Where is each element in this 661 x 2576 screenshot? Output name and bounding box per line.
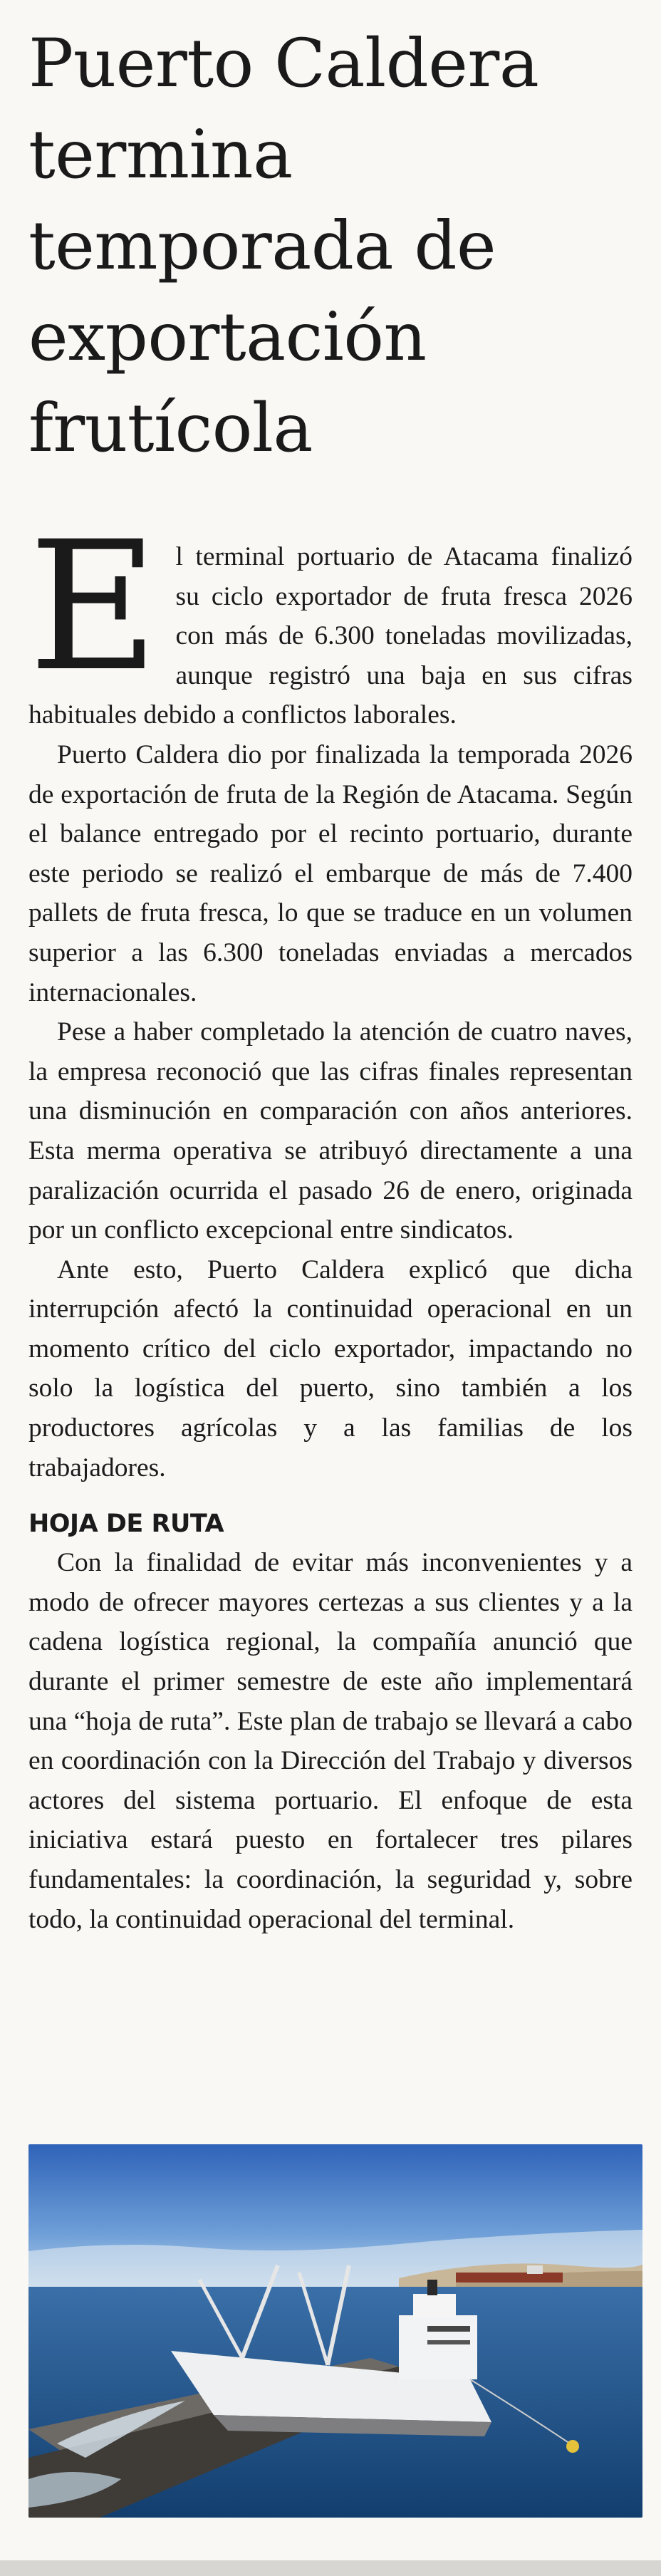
paragraph-1: Puerto Caldera dio por finalizada la temporada 2026 de exportación de fruta de la Región de Atacama. Según el balance entregado por el recinto portuario, durante este periodo se realizó el embarque de más de 7.400 pallets de fruta fresca, lo que se traduce en un volumen superior a las 6.300 toneladas enviadas a mercados internacionales. [28,739,633,1007]
paragraph-4: Con la finalidad de evitar más inconvenientes y a modo de ofrecer mayores certezas a sus clientes y a la cadena logística regional, la compañía anunció que durante el primer semestre de este año implementará una “hoja de ruta”. Este plan de trabajo se llevará a cabo en coordinación con la Dirección del Trabajo y diversos actores del sistema portuario. El enfoque de esta iniciativa estará puesto en fortalecer tres pilares fundamentales: la coordinación, la seguridad y, sobre todo, la continuidad operacional del terminal. [28,1548,633,1934]
article-body [28,503,633,1939]
drop-cap: E [28,503,159,710]
page-bottom-rule [0,2560,661,2576]
subhead: HOJA DE RUTA [28,1510,224,1539]
port-photo [28,2144,642,2518]
port-ship-photo-illustration [28,2144,642,2518]
lead-paragraph [28,503,633,735]
paragraph-3: Ante esto, Puerto Caldera explicó que dicha interrupción afectó la continuidad operacional en un momento crítico del ciclo exportador, impactando no solo la logística del puerto, sino también a los productores agrícolas y a las familias de los trabajadores. [28,1255,633,1482]
lead-text: l terminal portuario de Atacama finalizó su ciclo exportador de fruta fresca 2026 con más de 6.300 toneladas movilizadas, aunque registró una baja en sus cifras habituales debido a conflictos laborales. [28,542,633,730]
paragraph-2: Pese a haber completado la atención de cuatro naves, la empresa reconoció que las cifras finales representan una disminución en comparación con años anteriores. Esta merma operativa se atribuyó directamente a una paralización ocurrida el pasado 26 de enero, originada por un conflicto excepcional entre sindicatos. [28,1017,633,1245]
headline: Puerto Caldera termina temporada de exportación frutícola [28,25,539,467]
